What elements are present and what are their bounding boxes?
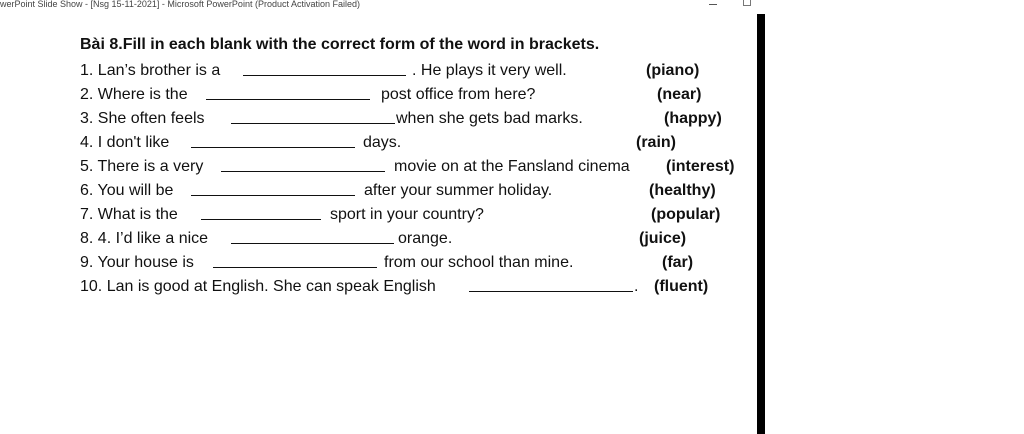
- item-prompt: 10. Lan is good at English. She can speak English: [80, 278, 436, 295]
- exercise-item: [0, 60, 757, 82]
- item-prompt: 1. Lan’s brother is a: [80, 62, 221, 79]
- item-continuation: when she gets bad marks.: [396, 110, 583, 127]
- item-prompt: 5. There is a very: [80, 158, 204, 175]
- word-hint: (piano): [646, 62, 700, 79]
- word-hint: (rain): [636, 134, 676, 151]
- word-hint: (interest): [666, 158, 735, 175]
- word-hint: (far): [662, 254, 694, 271]
- answer-blank: [221, 171, 385, 172]
- word-hint: (happy): [664, 110, 722, 127]
- minimize-icon[interactable]: [708, 0, 718, 10]
- exercise-item: [0, 132, 757, 154]
- answer-blank: [469, 291, 633, 292]
- item-continuation: after your summer holiday.: [364, 182, 553, 199]
- item-continuation: post office from here?: [381, 86, 536, 103]
- exercise-item: [0, 156, 757, 178]
- exercise-heading: Bài 8.Fill in each blank with the correct form of the word in brackets.: [80, 36, 600, 53]
- answer-blank: [206, 99, 370, 100]
- window-title: werPoint Slide Show - [Nsg 15-11-2021] - Microsoft PowerPoint (Product Activation Failed): [0, 0, 360, 9]
- answer-blank: [243, 75, 406, 76]
- exercise-item: [0, 276, 757, 298]
- maximize-icon[interactable]: [742, 0, 752, 10]
- word-hint: (near): [657, 86, 702, 103]
- window-titlebar: [0, 0, 1024, 14]
- exercise-item: [0, 204, 757, 226]
- item-prompt: 6. You will be: [80, 182, 174, 199]
- answer-blank: [191, 195, 355, 196]
- answer-blank: [191, 147, 355, 148]
- item-continuation: sport in your country?: [330, 206, 484, 223]
- answer-blank: [231, 123, 395, 124]
- answer-blank: [213, 267, 377, 268]
- item-continuation: days.: [363, 134, 402, 151]
- word-hint: (juice): [639, 230, 687, 247]
- item-continuation: from our school than mine.: [384, 254, 574, 271]
- item-continuation: movie on at the Fansland cinema: [394, 158, 630, 175]
- item-prompt: 4. I don't like: [80, 134, 170, 151]
- exercise-item: [0, 228, 757, 250]
- item-continuation: . He plays it very well.: [412, 62, 567, 79]
- word-hint: (popular): [651, 206, 721, 223]
- exercise-item: [0, 108, 757, 130]
- answer-blank: [231, 243, 394, 244]
- word-hint: (healthy): [649, 182, 716, 199]
- exercise-list: [0, 14, 757, 434]
- answer-blank: [201, 219, 321, 220]
- item-prompt: 3. She often feels: [80, 110, 205, 127]
- item-prompt: 9. Your house is: [80, 254, 194, 271]
- item-continuation: orange.: [398, 230, 453, 247]
- exercise-item: [0, 252, 757, 274]
- exercise-item: [0, 84, 757, 106]
- right-white-panel: [765, 14, 1024, 434]
- slide-canvas: [0, 14, 757, 434]
- item-prompt: 8. 4. I’d like a nice: [80, 230, 209, 247]
- item-continuation: .: [634, 278, 639, 295]
- word-hint: (fluent): [654, 278, 709, 295]
- item-prompt: 7. What is the: [80, 206, 178, 223]
- exercise-item: [0, 180, 757, 202]
- item-prompt: 2. Where is the: [80, 86, 188, 103]
